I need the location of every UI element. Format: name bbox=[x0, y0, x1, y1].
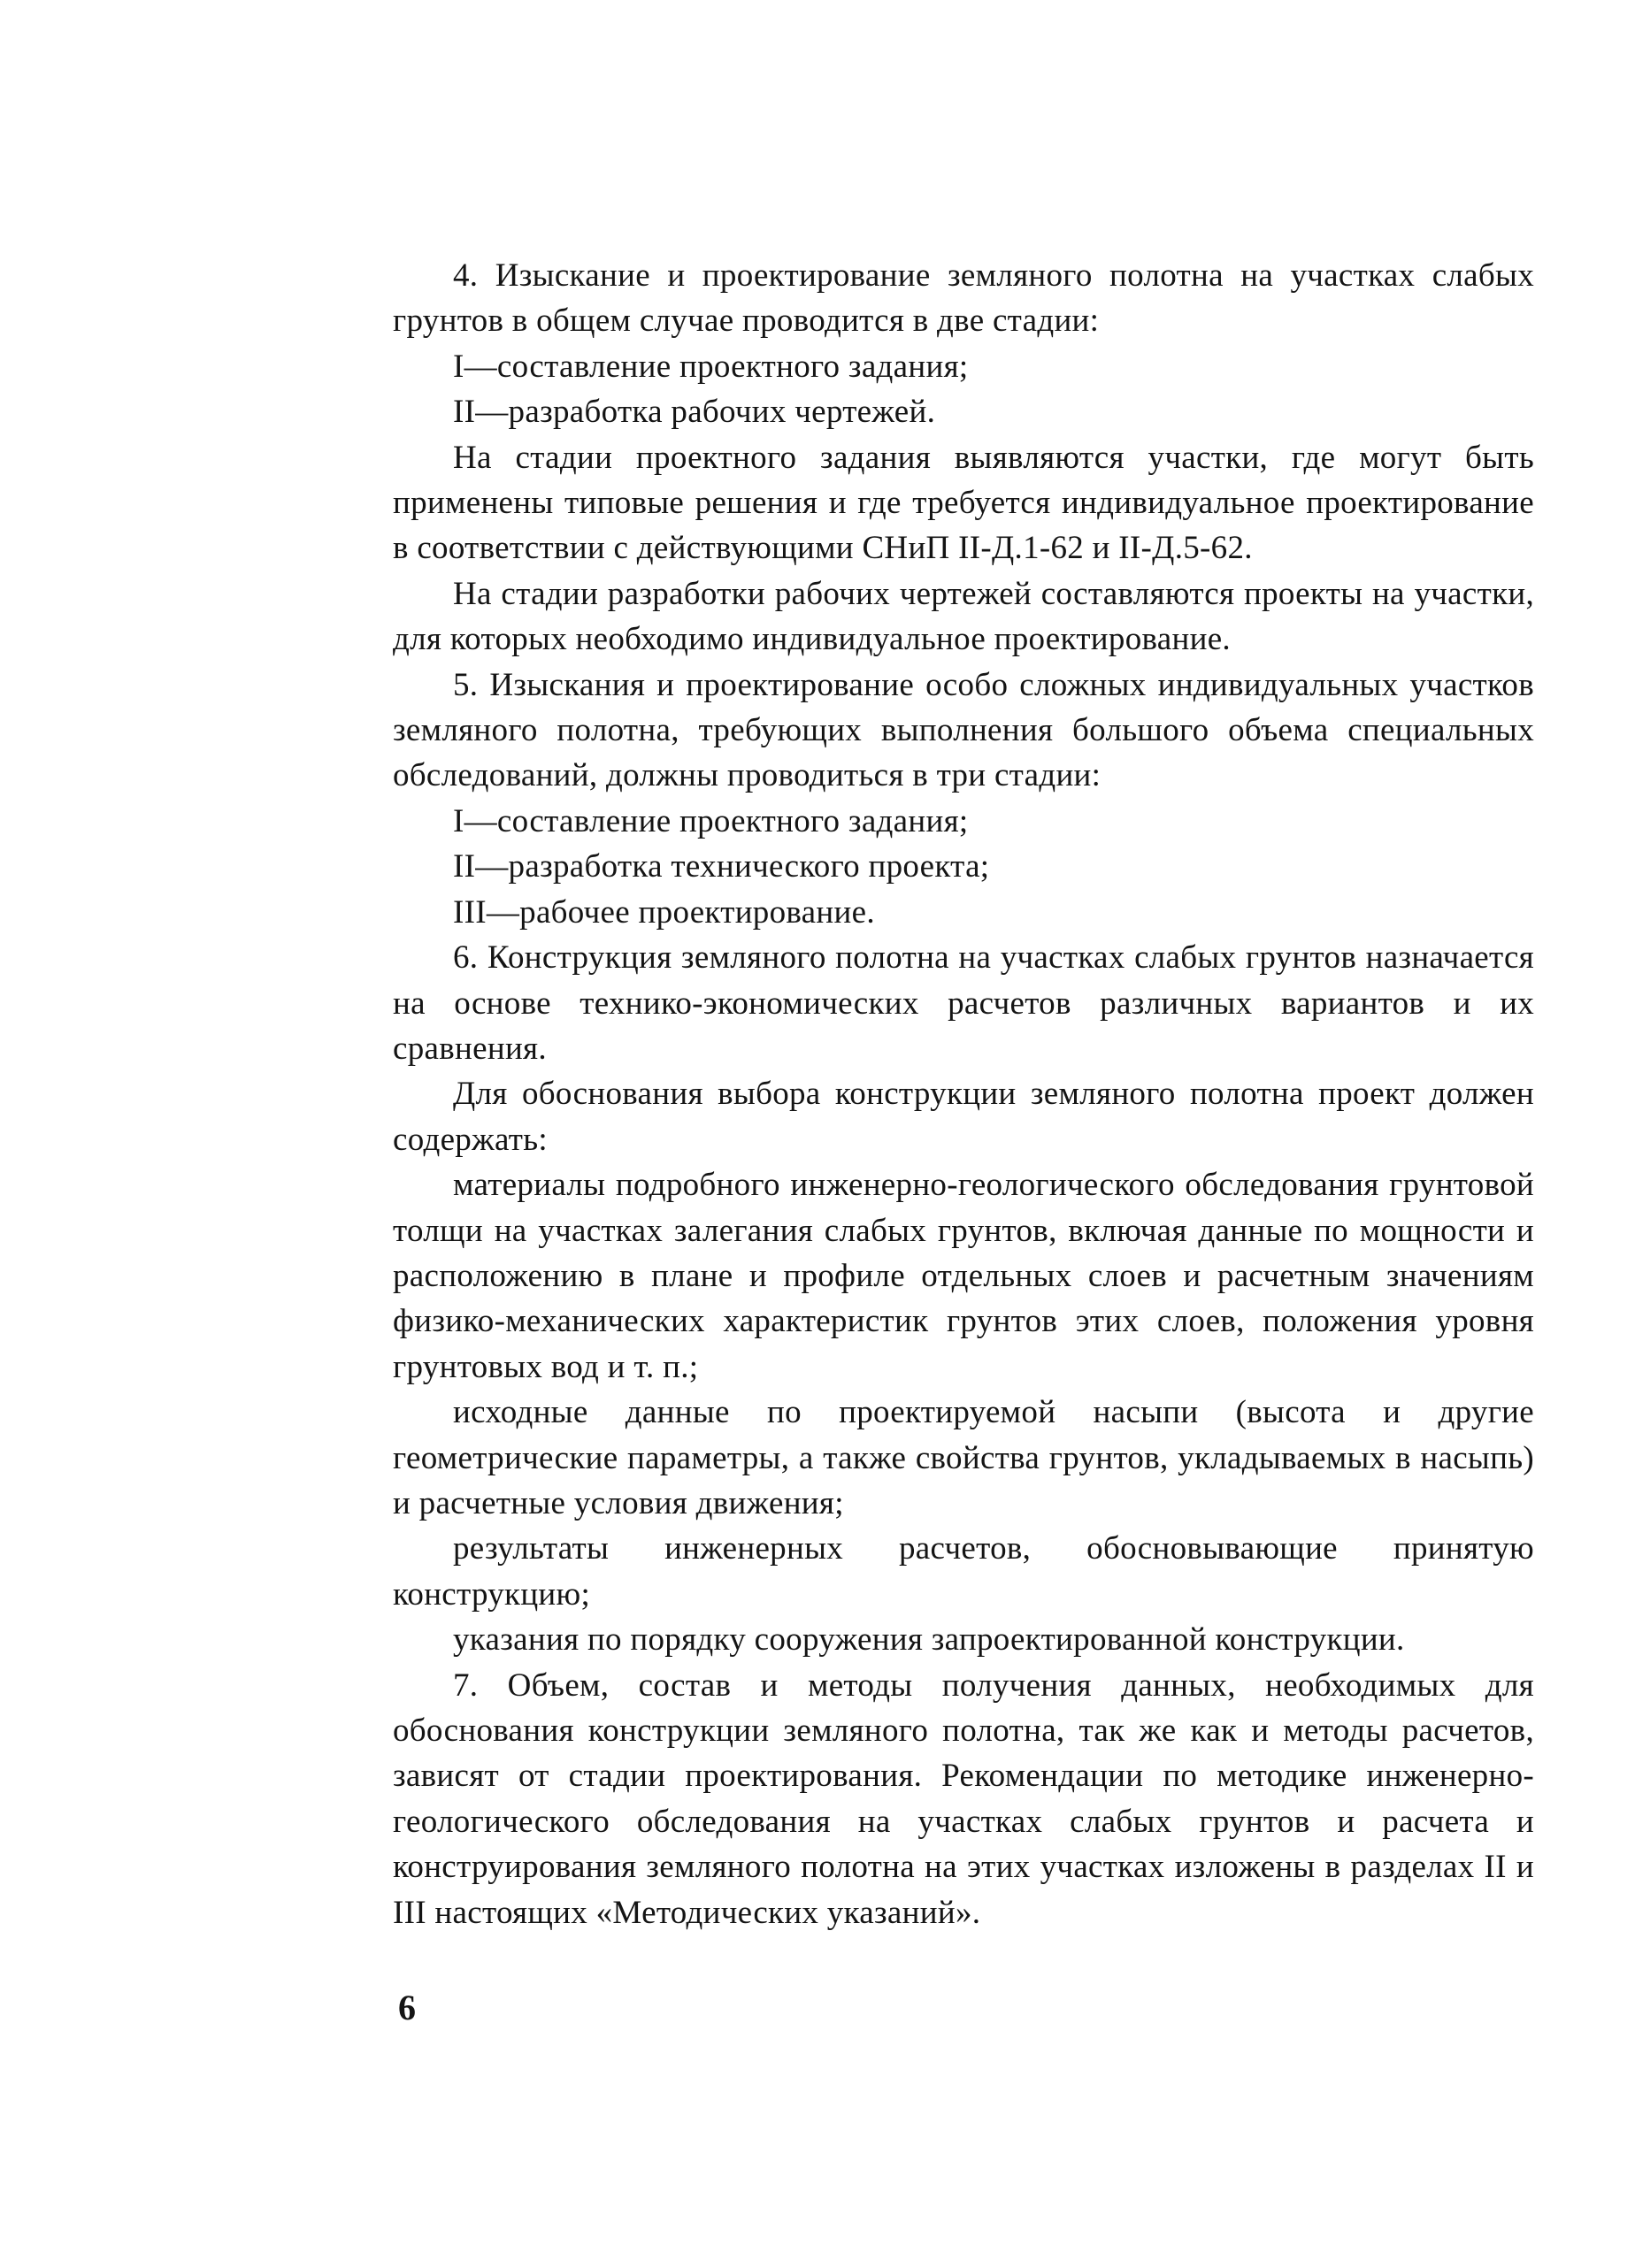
paragraph-design-assignment: На стадии проектного задания выявляются участки, где могут быть применены типовые решения и где требуется индивидуальное проектирование в соответствии с действующими СНиП II-Д.1-62 и II-Д.5-62. bbox=[393, 439, 1534, 567]
paragraph-project-contents: Для обоснования выбора конструкции земляного полотна проект должен содержать: bbox=[393, 1076, 1534, 1158]
list-item-embankment-data: исходные данные по проектируемой насыпи (высота и другие геометрические параметры, а также свойства грунтов, укладываемых в насыпь) и расчетные условия движения; bbox=[393, 1394, 1534, 1521]
paragraph-7: 7. Объем, состав и методы получения данных, необходимых для обоснования конструкции земляного полотна, так же как и методы расчетов, зависят от стадии проектирования. Рекомендации по методике инженерно-геологического обследования на участках слабых грунтов и расчета и конструирования земляного полотна на этих участках изложены в разделах II и III настоящих «Методических указаний». bbox=[393, 1667, 1534, 1931]
list-item-calculation-results: результаты инженерных расчетов, обосновывающие принятую конструкцию; bbox=[393, 1530, 1534, 1613]
list-item-stage-2b: II—разработка технического проекта; bbox=[453, 848, 990, 885]
list-item-construction-order: указания по порядку сооружения запроектированной конструкции. bbox=[453, 1621, 1405, 1659]
body-text bbox=[393, 253, 1534, 1935]
list-item-stage-3b: III—рабочее проектирование. bbox=[453, 893, 875, 931]
list-item-survey-materials: материалы подробного инженерно-геологического обследования грунтовой толщи на участках залегания слабых грунтов, включая данные по мощности и расположению в плане и профиле отдельных слоев и расчетным значениям физико-механических характеристик грунтов этих слоев, положения уровня грунтовых вод и т. п.; bbox=[393, 1167, 1534, 1385]
paragraph-working-drawings: На стадии разработки рабочих чертежей составляются проекты на участки, для которых необходимо индивидуальное проектирование. bbox=[393, 575, 1534, 658]
list-item-stage-2: II—разработка рабочих чертежей. bbox=[453, 394, 936, 431]
list-item-stage-1: I—составление проектного задания; bbox=[453, 348, 969, 385]
paragraph-4: 4. Изыскание и проектирование земляного полотна на участках слабых грунтов в общем случае проводится в две стадии: bbox=[393, 257, 1534, 340]
page-number: 6 bbox=[398, 1988, 416, 2027]
paragraph-5: 5. Изыскания и проектирование особо сложных индивидуальных участков земляного полотна, требующих выполнения большого объема специальных обследований, должны проводиться в три стадии: bbox=[393, 666, 1534, 794]
list-item-stage-1b: I—составление проектного задания; bbox=[453, 802, 969, 839]
paragraph-6: 6. Конструкция земляного полотна на участках слабых грунтов назначается на основе технико-экономических расчетов различных вариантов и их сравнения. bbox=[393, 939, 1534, 1067]
